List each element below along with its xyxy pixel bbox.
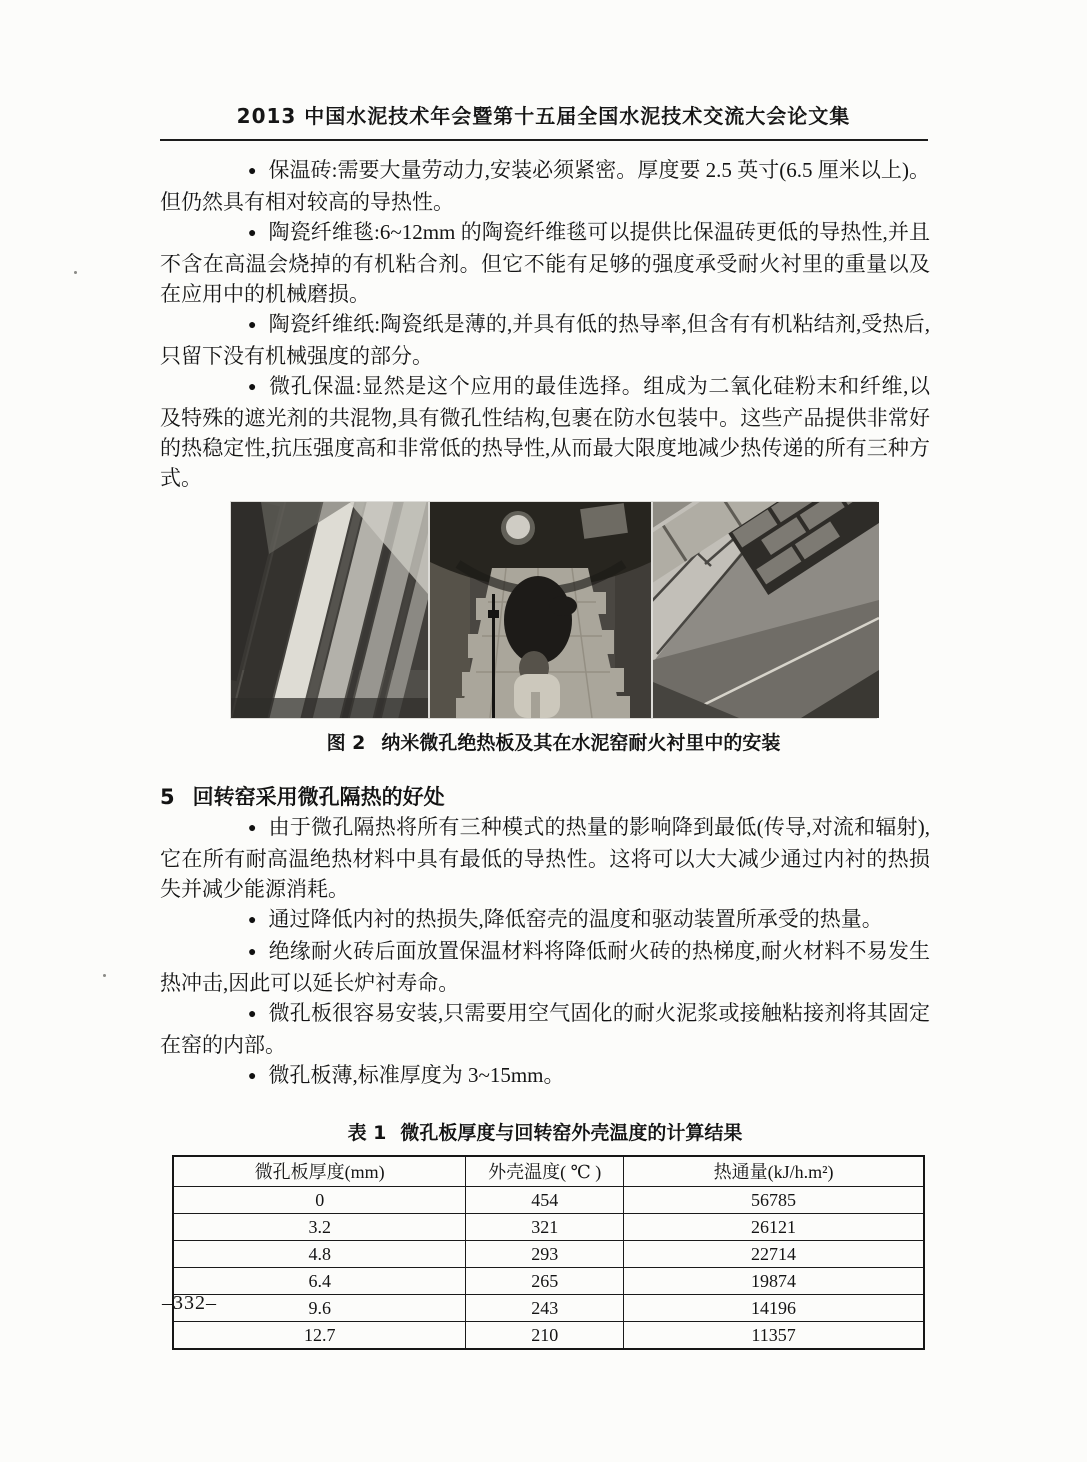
cell-shell-temperature: 243 [466,1295,624,1322]
page-number: –332– [162,1292,217,1314]
table-1-title [160,1118,930,1148]
benefit-reduced-thermal-gradient [160,936,930,998]
paragraph-text: 绝缘耐火砖后面放置保温材料将降低耐火砖的热梯度,耐火材料不易发生热冲击,因此可以延长炉衬寿命。 [160,939,930,995]
cell-heat-flux: 56785 [624,1187,924,1214]
cell-shell-temperature: 265 [466,1268,624,1295]
section-5-heading [160,782,930,812]
column-header-heat-flux: 热通量(kJ/h.m²) [624,1156,924,1187]
cell-thickness: 12.7 [173,1322,466,1350]
table-row [173,1214,924,1241]
cell-shell-temperature: 210 [466,1322,624,1350]
bullet-icon: ● [248,226,257,241]
benefit-thin-boards [160,1060,930,1092]
cell-heat-flux: 14196 [624,1295,924,1322]
figure-caption [230,728,877,758]
table-row [173,1268,924,1295]
figure-caption-label: 图 2 [326,732,366,754]
paragraph-text: 由于微孔隔热将所有三种模式的热量的影响降到最低(传导,对流和辐射),它在所有耐高温绝热材料中具有最低的导热性。这将可以大大减少通过内衬的热损失并减少能源消耗。 [160,815,930,901]
bullet-icon: ● [248,318,257,333]
cell-shell-temperature: 321 [466,1214,624,1241]
paragraph-text: 陶瓷纤维纸:陶瓷纸是薄的,并具有低的热导率,但含有有机粘结剂,受热后,只留下没有机械强度的部分。 [160,312,930,368]
paragraph-text: 陶瓷纤维毯:6~12mm 的陶瓷纤维毯可以提供比保温砖更低的导热性,并且不含在高温会烧掉的有机粘合剂。但它不能有足够的强度承受耐火衬里的重量以及在应用中的机械磨损。 [160,220,930,306]
cell-thickness: 9.6 [173,1295,466,1322]
table-row [173,1241,924,1268]
photo-kiln-interior-installation [430,502,651,718]
cell-heat-flux: 19874 [624,1268,924,1295]
paragraph-text: 微孔板很容易安装,只需要用空气固化的耐火泥浆或接触粘接剂将其固定在窑的内部。 [160,1001,930,1057]
figure-photos [230,501,877,719]
table-row [173,1295,924,1322]
paragraph-text: 微孔板薄,标准厚度为 3~15mm。 [268,1063,565,1087]
paragraph-text: 保温砖:需要大量劳动力,安装必须紧密。厚度要 2.5 英寸(6.5 厘米以上)。但仍然具有相对较高的导热性。 [160,158,930,214]
paragraph-text: 通过降低内衬的热损失,降低窑壳的温度和驱动装置所承受的热量。 [268,907,883,931]
benefit-easy-installation [160,998,930,1060]
bullet-icon: ● [248,380,257,395]
section-number: 5 [160,785,175,809]
cell-thickness: 3.2 [173,1214,466,1241]
table-row [173,1187,924,1214]
photo-insulation-boards [231,502,428,718]
bullet-icon: ● [248,164,257,179]
paragraph-ceramic-fiber-paper [160,309,930,371]
cell-shell-temperature: 293 [466,1241,624,1268]
benefit-lowest-conductivity [160,812,930,904]
column-header-thickness: 微孔板厚度(mm) [173,1156,466,1187]
document-body [160,155,930,1350]
paragraph-microporous-insulation [160,371,930,493]
scan-speck [103,974,106,977]
bullet-icon: ● [248,1069,257,1084]
bullet-icon: ● [248,1007,257,1022]
column-header-shell-temperature: 外壳温度( ℃ ) [466,1156,624,1187]
table-1 [172,1155,925,1350]
cell-heat-flux: 11357 [624,1322,924,1350]
section-title: 回转窑采用微孔隔热的好处 [192,785,445,809]
scan-speck [74,271,77,274]
paragraph-ceramic-fiber-blanket [160,217,930,309]
figure-2 [230,501,877,758]
photo-refractory-bricks [653,502,879,718]
cell-heat-flux: 26121 [624,1214,924,1241]
figure-caption-text: 纳米微孔绝热板及其在水泥窑耐火衬里中的安装 [381,732,781,754]
cell-thickness: 4.8 [173,1241,466,1268]
header-title: 2013 中国水泥技术年会暨第十五届全国水泥技术交流大会论文集 [236,104,851,128]
cell-shell-temperature: 454 [466,1187,624,1214]
bullet-icon: ● [248,821,257,836]
paragraph-text: 微孔保温:显然是这个应用的最佳选择。组成为二氧化硅粉末和纤维,以及特殊的遮光剂的共混物,具有微孔性结构,包裹在防水包装中。这些产品提供非常好的热稳定性,抗压强度高和非常低的热导性,从而最大限度地减少热传递的所有三种方式。 [160,374,930,490]
page-header [0,0,1087,141]
table-title-label: 表 1 [347,1122,387,1144]
table-row [173,1322,924,1350]
cell-heat-flux: 22714 [624,1241,924,1268]
paragraph-insulating-brick [160,155,930,217]
benefit-lower-shell-temperature [160,904,930,936]
bullet-icon: ● [248,913,257,928]
table-header-row [173,1156,924,1187]
header-rule [160,139,928,141]
cell-thickness: 6.4 [173,1268,466,1295]
cell-thickness: 0 [173,1187,466,1214]
bullet-icon: ● [248,945,257,960]
table-title-text: 微孔板厚度与回转窑外壳温度的计算结果 [400,1122,743,1144]
